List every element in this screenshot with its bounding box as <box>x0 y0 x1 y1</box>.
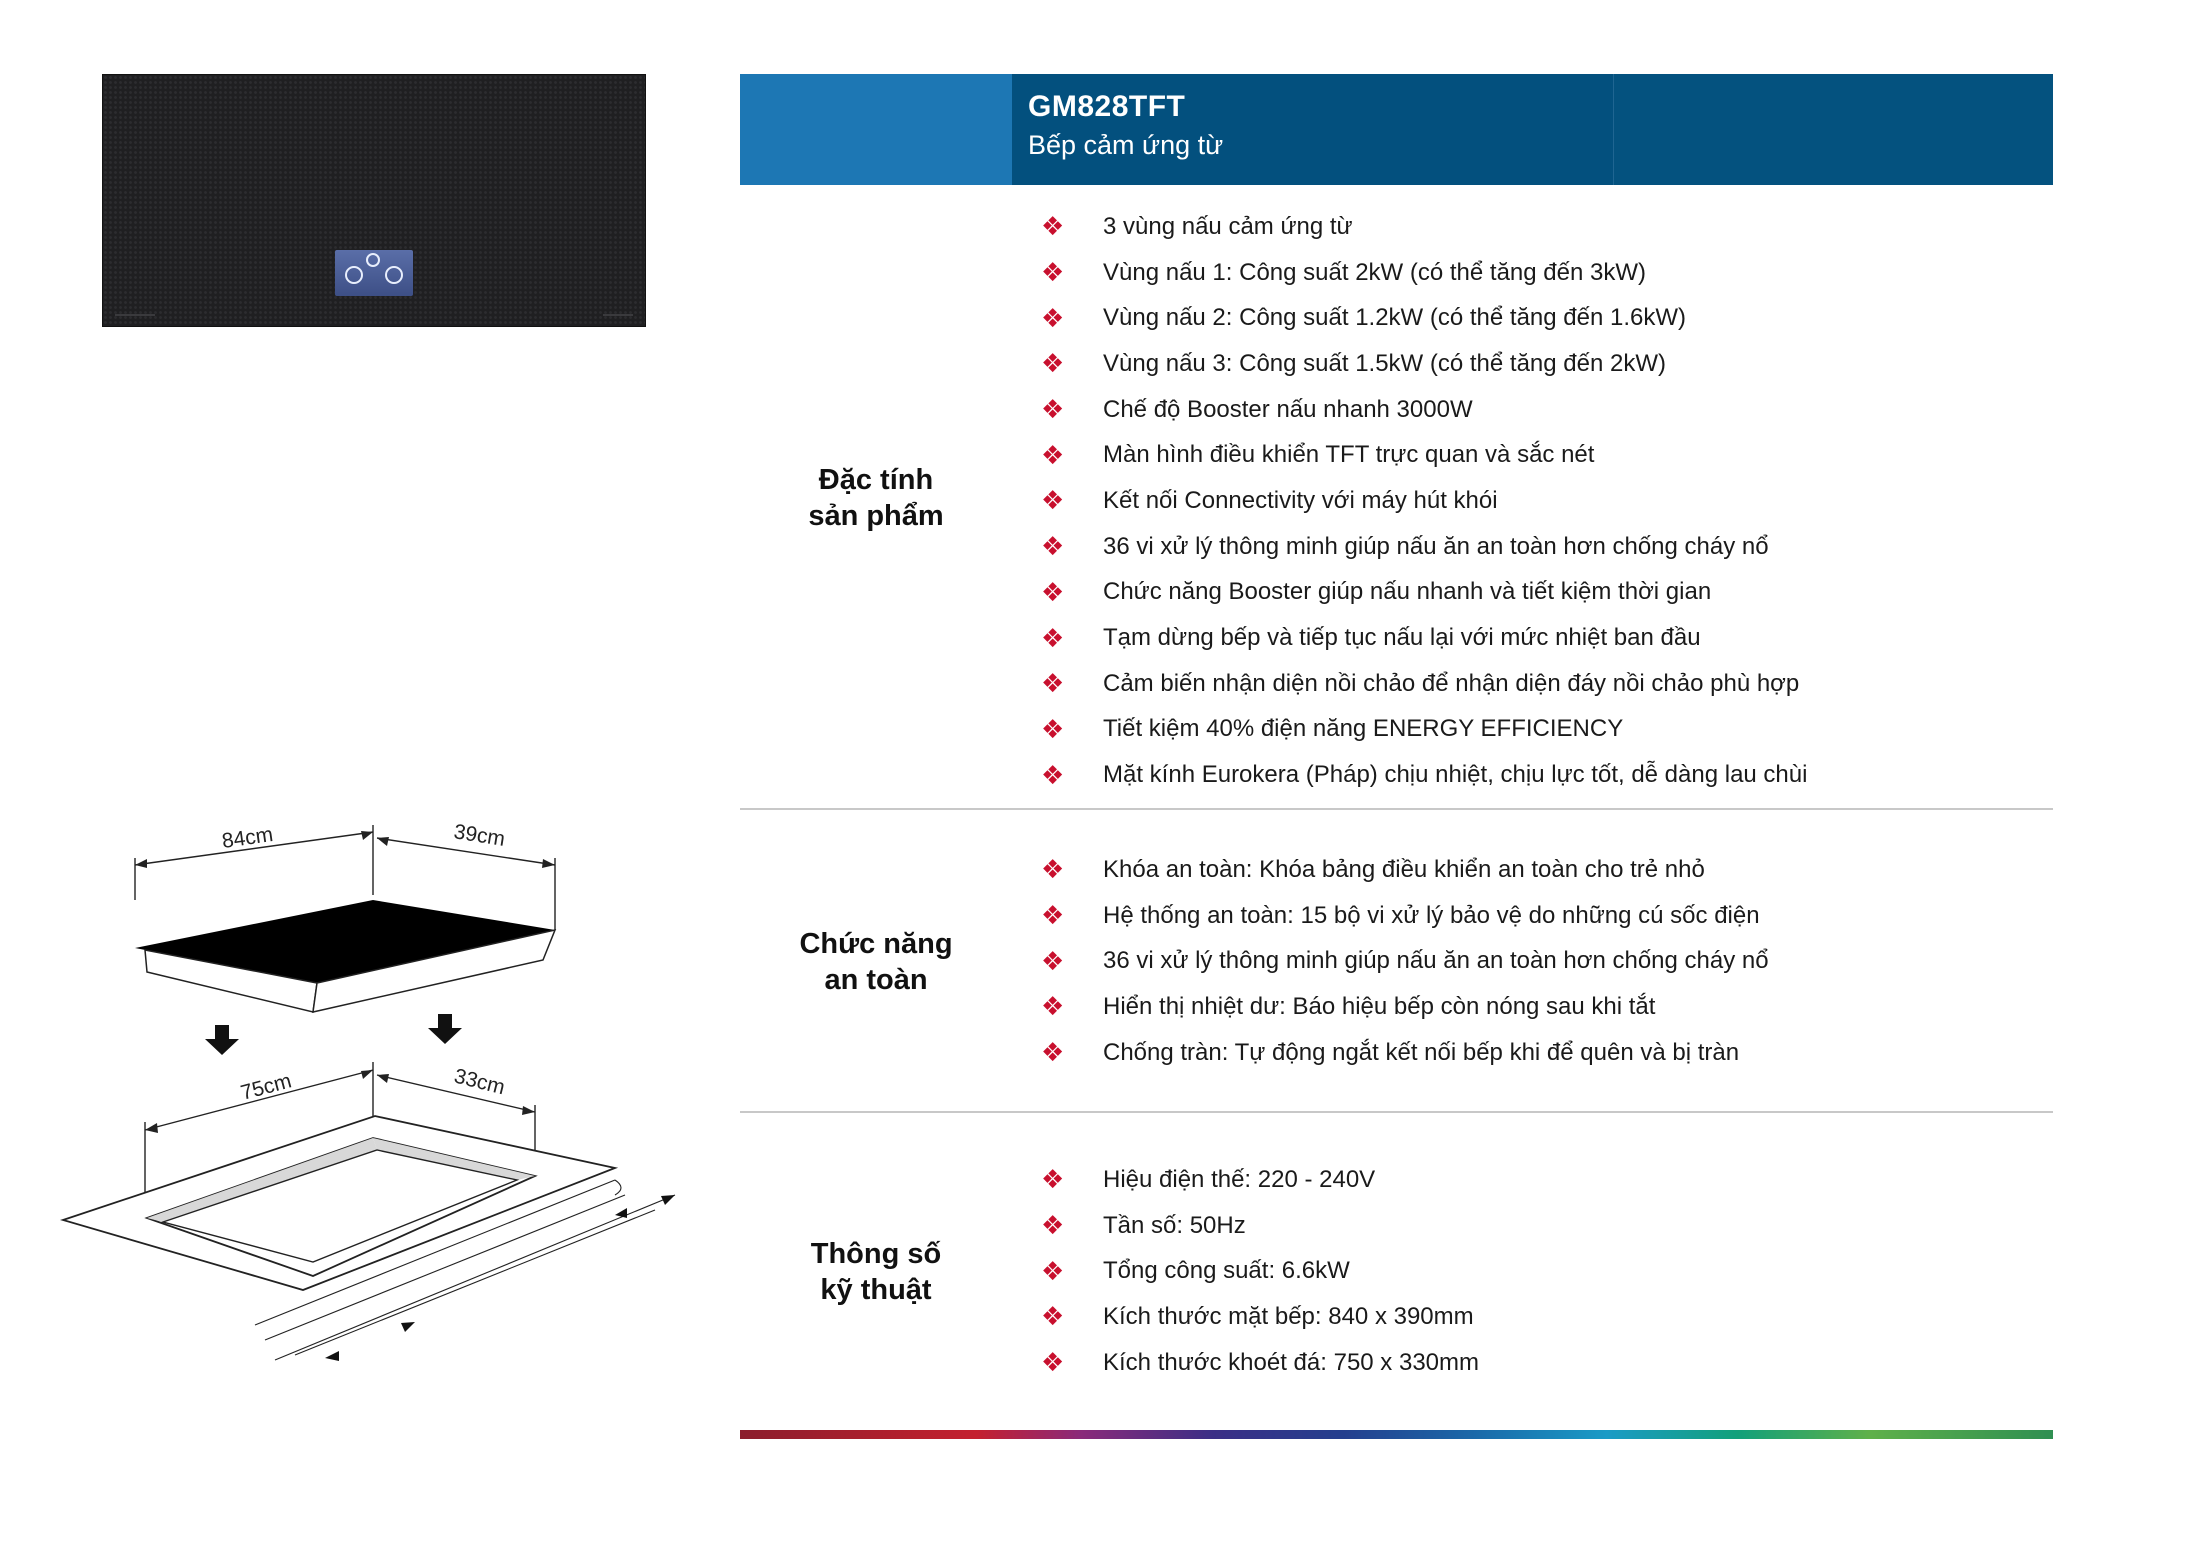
hob-control-panel <box>335 250 413 296</box>
brand-mark <box>115 314 155 316</box>
bullet-icon: ❖ <box>1041 1347 1065 1378</box>
list-item: ❖ Hệ thống an toàn: 15 bộ vi xử lý bảo vệ do những cú sốc điện <box>1041 900 1760 931</box>
bullet-icon: ❖ <box>1041 759 1065 790</box>
arrow-icon <box>361 1070 373 1079</box>
arrow-icon <box>325 1351 339 1361</box>
list-item: ❖ Kích thước mặt bếp: 840 x 390mm <box>1041 1301 1474 1332</box>
section-divider <box>740 808 2053 810</box>
section-title: Đặc tính sản phẩm <box>808 464 944 532</box>
bullet-icon: ❖ <box>1041 622 1065 653</box>
bullet-icon: ❖ <box>1041 211 1065 242</box>
arrow-down-icon <box>205 1025 239 1055</box>
bullet-icon: ❖ <box>1041 713 1065 744</box>
section-title: Thông số kỹ thuật <box>810 1238 942 1306</box>
cooking-zone-icon <box>366 253 380 267</box>
bullet-icon: ❖ <box>1041 576 1065 607</box>
bullet-icon: ❖ <box>1041 1164 1065 1195</box>
dimension-label-cut-width: 75cm <box>238 1069 294 1105</box>
bullet-icon: ❖ <box>1041 394 1065 425</box>
bullet-icon: ❖ <box>1041 668 1065 699</box>
list-item: ❖ Tần số: 50Hz <box>1041 1210 1246 1241</box>
dimension-label-top-depth: 39cm <box>452 820 507 851</box>
list-item: ❖ 3 vùng nấu cảm ứng từ <box>1041 211 1353 242</box>
bullet-icon: ❖ <box>1041 302 1065 333</box>
installation-diagram <box>55 800 705 1400</box>
bullet-icon: ❖ <box>1041 1210 1065 1241</box>
dimension-drawing <box>55 800 705 1400</box>
arrow-icon <box>361 831 373 840</box>
list-item: ❖ Vùng nấu 1: Công suất 2kW (có thể tăng đến 3kW) <box>1041 257 1646 288</box>
arrow-icon <box>522 1106 535 1115</box>
model-code: GM828TFT <box>1028 90 1186 123</box>
list-item: ❖ Vùng nấu 3: Công suất 1.5kW (có thể tăng đến 2kW) <box>1041 348 1666 379</box>
list-item: ❖ 36 vi xử lý thông minh giúp nấu ăn an toàn hơn chống cháy nổ <box>1041 531 1769 562</box>
list-item: ❖ Màn hình điều khiển TFT trực quan và sắc nét <box>1041 439 1595 470</box>
arrow-down-icon <box>428 1014 462 1044</box>
bullet-icon: ❖ <box>1041 945 1065 976</box>
bullet-icon: ❖ <box>1041 1301 1065 1332</box>
list-item: ❖ Vùng nấu 2: Công suất 1.2kW (có thể tăng đến 1.6kW) <box>1041 302 1687 333</box>
header-right-block <box>1613 74 2053 185</box>
dimension-label-top-width: 84cm <box>220 823 275 853</box>
product-type: Bếp cảm ứng từ <box>1028 130 1224 160</box>
list-item: ❖ Tạm dừng bếp và tiếp tục nấu lại với mức nhiệt ban đầu <box>1041 622 1701 653</box>
bullet-icon: ❖ <box>1041 485 1065 516</box>
bullet-icon: ❖ <box>1041 1255 1065 1286</box>
footer-color-bar <box>740 1430 2053 1439</box>
brand-mark <box>603 314 633 316</box>
list-item: ❖ Khóa an toàn: Khóa bảng điều khiển an toàn cho trẻ nhỏ <box>1041 854 1705 885</box>
bullet-icon: ❖ <box>1041 1037 1065 1068</box>
cooking-zone-icon <box>385 266 403 284</box>
section-features <box>740 200 2053 805</box>
bullet-icon: ❖ <box>1041 439 1065 470</box>
list-item: ❖ Kết nối Connectivity với máy hút khói <box>1041 485 1498 516</box>
section-specs <box>740 1138 2053 1418</box>
feature-list <box>1041 1157 1479 1385</box>
list-item: ❖ 36 vi xử lý thông minh giúp nấu ăn an toàn hơn chống cháy nổ <box>1041 945 1769 976</box>
bullet-icon: ❖ <box>1041 991 1065 1022</box>
section-safety <box>740 828 2053 1108</box>
list-item: ❖ Chức năng Booster giúp nấu nhanh và tiết kiệm thời gian <box>1041 576 1712 607</box>
arrow-icon <box>145 1123 158 1133</box>
bullet-icon: ❖ <box>1041 348 1065 379</box>
bullet-icon: ❖ <box>1041 257 1065 288</box>
arrow-icon <box>542 859 555 868</box>
list-item: ❖ Hiển thị nhiệt dư: Báo hiệu bếp còn nóng sau khi tắt <box>1041 991 1656 1022</box>
list-item: ❖ Tiết kiệm 40% điện năng ENERGY EFFICIENCY <box>1041 713 1624 744</box>
product-header <box>740 74 2053 185</box>
feature-list <box>1041 847 1769 1075</box>
arrow-icon <box>135 859 147 868</box>
feature-list <box>1041 204 1807 798</box>
list-item: ❖ Tổng công suất: 6.6kW <box>1041 1255 1350 1286</box>
list-item: ❖ Hiệu điện thế: 220 - 240V <box>1041 1164 1376 1195</box>
cooking-zone-icon <box>345 266 363 284</box>
bullet-icon: ❖ <box>1041 531 1065 562</box>
arrow-icon <box>377 837 389 846</box>
list-item: ❖ Cảm biến nhận diện nồi chảo để nhận diện đáy nồi chảo phù hợp <box>1041 668 1800 699</box>
arrow-icon <box>615 1208 627 1218</box>
list-item: ❖ Kích thước khoét đá: 750 x 330mm <box>1041 1347 1479 1378</box>
bullet-icon: ❖ <box>1041 854 1065 885</box>
list-item: ❖ Mặt kính Eurokera (Pháp) chịu nhiệt, chịu lực tốt, dễ dàng lau chùi <box>1041 759 1808 790</box>
list-item: ❖ Chống tràn: Tự động ngắt kết nối bếp khi để quên và bị tràn <box>1041 1037 1740 1068</box>
header-accent-block <box>740 74 1012 185</box>
arrow-icon <box>661 1195 675 1205</box>
product-photo <box>102 74 646 327</box>
bullet-icon: ❖ <box>1041 900 1065 931</box>
arrow-icon <box>401 1322 415 1332</box>
arrow-icon <box>377 1074 389 1083</box>
dimension-label-cut-depth: 33cm <box>451 1064 508 1100</box>
list-item: ❖ Chế độ Booster nấu nhanh 3000W <box>1041 394 1473 425</box>
section-divider <box>740 1111 2053 1113</box>
section-title: Chức năng an toàn <box>799 928 953 996</box>
